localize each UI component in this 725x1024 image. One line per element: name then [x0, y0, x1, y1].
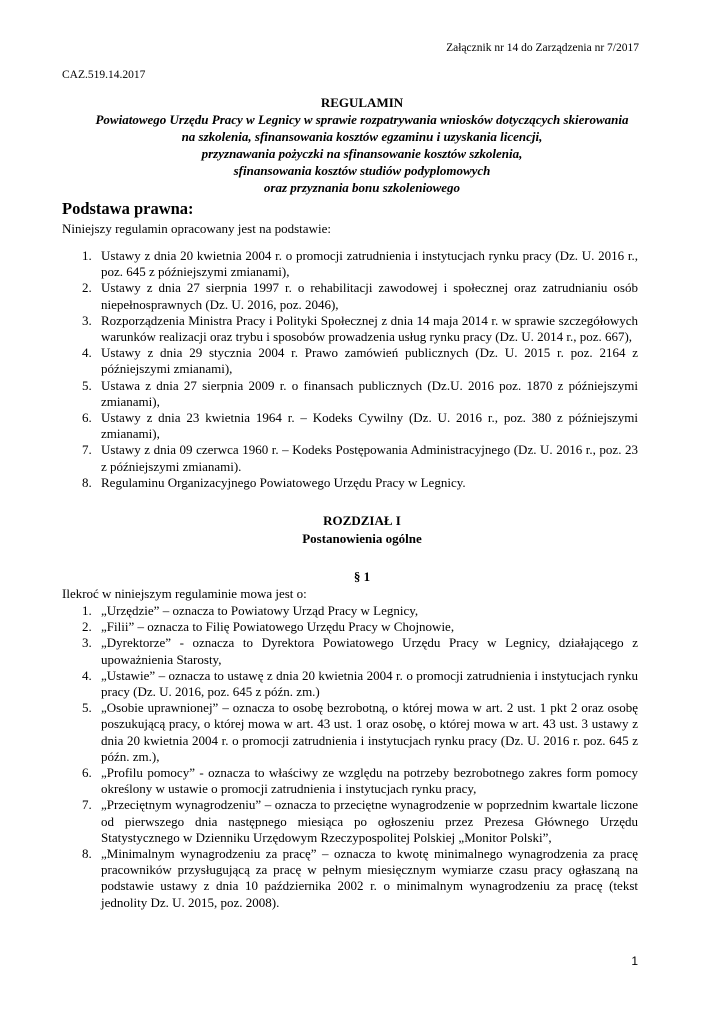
- item-text: „Ustawie” – oznacza to ustawę z dnia 20 kwietnia 2004 r. o promocji zatrudnienia i instytucjach rynku pracy (Dz. U. 2016, poz. 645 z późn. zm.): [101, 667, 638, 700]
- item-number: 4.: [82, 667, 92, 683]
- list-item: [82, 619, 638, 635]
- item-text: Ustawy z dnia 29 stycznia 2004 r. Prawo zamówień publicznych (Dz. U. 2015 r. poz. 2164 z późniejszymi zmianami),: [101, 345, 638, 377]
- item-number: 4.: [82, 345, 92, 361]
- item-number: 2.: [82, 619, 92, 635]
- definitions-intro: Ilekroć w niniejszym regulaminie mowa jest o:: [62, 586, 307, 601]
- list-item: [82, 603, 638, 619]
- item-text: „Minimalnym wynagrodzeniu za pracę” – oznacza to kwotę minimalnego wynagrodzenia za pracę pracowników przysługującą za pracę w pełnym miesięcznym wymiarze czasu pracy ogłaszaną na podstawie ustawy z dnia 10 października 2002 r. o minimalnym wynagrodzeniu za pracę (tekst jednolity Dz. U. 2015, poz. 2008).: [101, 846, 638, 910]
- page-number: 1: [631, 954, 638, 968]
- item-text: Ustawy z dnia 23 kwietnia 1964 r. – Kodeks Cywilny (Dz. U. 2016 r., poz. 380 z późniejszymi zmianami),: [101, 410, 638, 442]
- list-item: [82, 410, 638, 442]
- legal-basis-section: [62, 199, 662, 237]
- item-number: 7.: [82, 442, 92, 458]
- item-number: 7.: [82, 797, 92, 813]
- title-line: oraz przyznania bonu szkoleniowego: [263, 180, 461, 195]
- item-text: „Przeciętnym wynagrodzeniu” – oznacza to przeciętne wynagrodzenie w poprzednim kwartale liczone od pierwszego dnia następnego miesiąca po ogłoszeniu przez Prezesa Głównego Urzędu Statystycznego w Dzienniku Urzędowym Rzeczypospolitej Polskiej „Monitor Polski”,: [101, 797, 638, 845]
- list-item: [82, 765, 638, 797]
- item-text: „Dyrektorze” - oznacza to Dyrektora Powiatowego Urzędu Pracy w Legnicy, działającego z upoważnienia Starosty,: [101, 635, 638, 667]
- chapter-heading: [62, 512, 662, 548]
- chapter-subtitle: Postanowienia ogólne: [302, 531, 422, 546]
- item-text: Ustawy z dnia 09 czerwca 1960 r. – Kodeks Postępowania Administracyjnego (Dz. U. 2016 r., poz. 23 z późniejszymi zmianami).: [101, 442, 638, 474]
- list-item: [82, 442, 638, 474]
- list-item: [82, 635, 638, 667]
- item-number: 6.: [82, 765, 92, 781]
- list-item: [82, 668, 638, 700]
- item-number: 3.: [82, 635, 92, 651]
- list-item: [82, 475, 638, 491]
- item-text: „Urzędzie” – oznacza to Powiatowy Urząd Pracy w Legnicy,: [101, 603, 419, 618]
- item-number: 3.: [82, 312, 92, 328]
- item-text: Ustawy z dnia 20 kwietnia 2004 r. o promocji zatrudnienia i instytucjach rynku pracy (Dz. U. 2016 r., poz. 645 z późniejszymi zmianami),: [101, 248, 638, 280]
- list-item: [82, 797, 638, 846]
- paragraph-symbol: § 1: [353, 569, 371, 584]
- legal-basis-list: [82, 248, 638, 491]
- attachment-note: Załącznik nr 14 do Zarządzenia nr 7/2017: [446, 42, 639, 54]
- list-item: [82, 700, 638, 765]
- item-number: 6.: [82, 410, 92, 426]
- item-number: 5.: [82, 700, 92, 716]
- title-line: Powiatowego Urzędu Pracy w Legnicy w sprawie rozpatrywania wniosków dotyczących skierowania: [95, 112, 629, 127]
- item-number: 8.: [82, 474, 92, 490]
- case-number: CAZ.519.14.2017: [62, 69, 146, 81]
- item-number: 8.: [82, 846, 92, 862]
- list-item: [82, 313, 638, 345]
- list-item: [82, 345, 638, 377]
- item-number: 1.: [82, 603, 92, 618]
- list-item: [82, 378, 638, 410]
- item-text: „Profilu pomocy” - oznacza to właściwy ze względu na potrzeby bezrobotnego zakres form pomocy określony w ustawie o promocji zatrudnienia i instytucjach rynku pracy,: [101, 765, 638, 797]
- list-item: [82, 280, 638, 312]
- legal-basis-heading: Podstawa prawna:: [62, 199, 194, 218]
- title-main: REGULAMIN: [320, 95, 404, 110]
- item-text: Rozporządzenia Ministra Pracy i Polityki Społecznej z dnia 14 maja 2014 r. w sprawie szczegółowych warunków realizacji oraz trybu i sposobów prowadzenia usług rynku pracy (Dz. U. 2014 r., poz. 667),: [101, 312, 638, 345]
- list-item: [82, 846, 638, 911]
- legal-basis-intro: Niniejszy regulamin opracowany jest na podstawie:: [62, 221, 331, 236]
- regulation-title: [62, 94, 662, 196]
- item-text: Ustawy z dnia 27 sierpnia 1997 r. o rehabilitacji zawodowej i społecznej oraz zatrudnianiu osób niepełnosprawnych (Dz. U. 2016, poz. 2046),: [101, 280, 638, 312]
- chapter-title: ROZDZIAŁ I: [323, 513, 401, 528]
- title-line: sfinansowania kosztów studiów podyplomowych: [233, 163, 491, 178]
- item-text: „Filii” – oznacza to Filię Powiatowego Urzędu Pracy w Chojnowie,: [101, 619, 455, 635]
- list-item: [82, 248, 638, 280]
- title-line: na szkolenia, sfinansowania kosztów egzaminu i uzyskania licencji,: [181, 129, 543, 144]
- item-text: Regulaminu Organizacyjnego Powiatowego Urzędu Pracy w Legnicy.: [101, 474, 466, 490]
- item-number: 5.: [82, 377, 92, 393]
- item-text: Ustawa z dnia 27 sierpnia 2009 r. o finansach publicznych (Dz.U. 2016 poz. 1870 z późniejszymi zmianami),: [101, 377, 638, 409]
- definitions-list: [82, 603, 638, 911]
- item-text: „Osobie uprawnionej” – oznacza to osobę bezrobotną, o której mowa w art. 2 ust. 1 pkt 2 oraz osobę poszukującą pracy, o której mowa w art. 43 ust. 1 oraz osobę, o której mowa w art. 43 ust. 3 ustawy z dnia 20 kwietnia 2004 r. o promocji zatrudnienia i instytucjach rynku pracy (Dz. U. 2016 r. poz. 645 z późn. zm.),: [101, 700, 638, 764]
- item-number: 2.: [82, 280, 92, 296]
- title-line: przyznawania pożyczki na sfinansowanie kosztów szkolenia,: [201, 146, 523, 161]
- item-number: 1.: [82, 248, 92, 263]
